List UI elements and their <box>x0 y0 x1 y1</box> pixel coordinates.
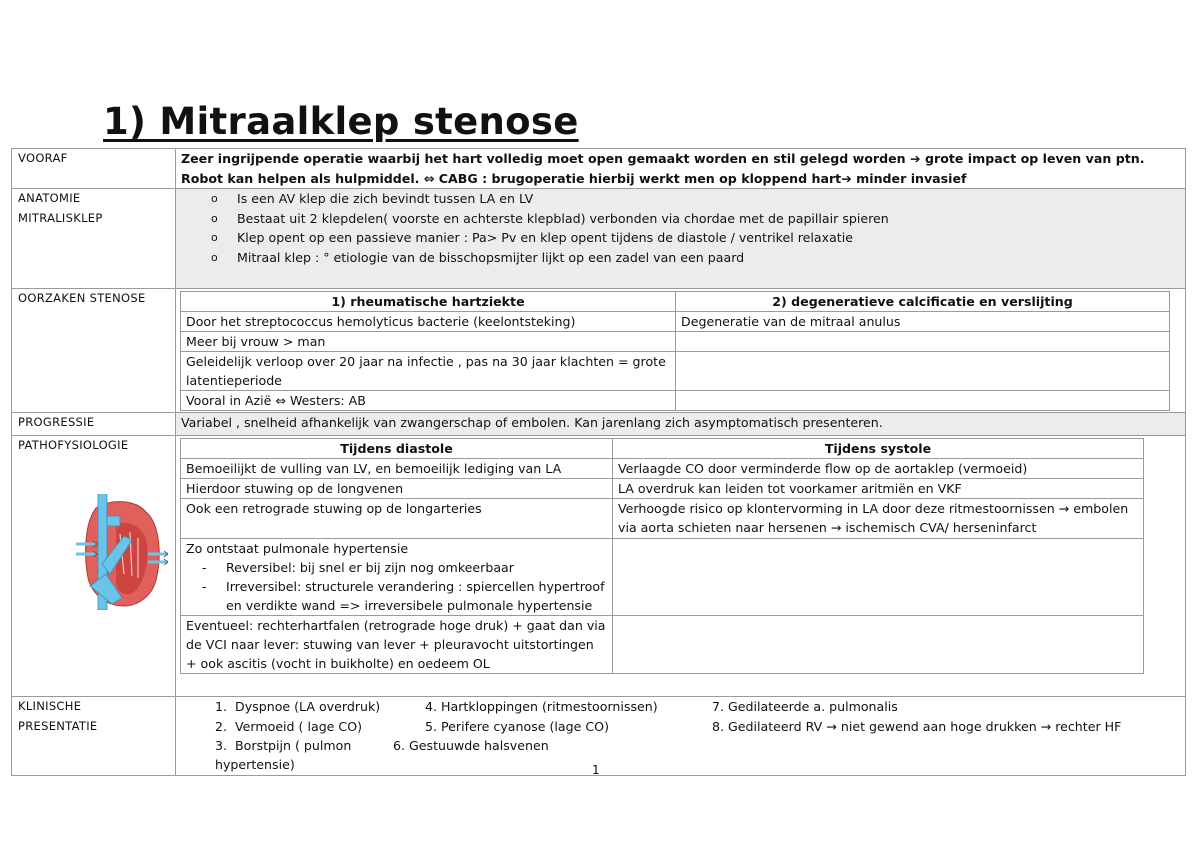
table-cell: Degeneratie van de mitraal anulus <box>676 312 1170 332</box>
list-item: - Reversibel: bij snel er bij zijn nog omkeerbaar <box>198 558 607 577</box>
vooraf-part-b: grote impact op leven van ptn. Robot kan helpen als hulpmiddel. <box>181 151 1145 186</box>
table-row <box>181 352 1170 391</box>
table-cell <box>613 616 1144 674</box>
list-text: Vermoeid ( lage CO) <box>235 718 363 734</box>
page-number: 1 <box>592 763 600 777</box>
label-vooraf: VOORAF <box>12 149 176 189</box>
equivalence-icon: ⇔ <box>423 170 435 186</box>
vooraf-part-c: CABG : brugoperatie hierbij werkt men op kloppend hart <box>434 170 842 186</box>
column-header: Tijdens systole <box>613 439 1144 459</box>
table-row <box>181 539 1144 616</box>
label-klinische <box>12 697 176 776</box>
page-title: 1) Mitraalklep stenose <box>103 100 579 143</box>
pulmonary-hypertension-list <box>186 558 607 615</box>
list-item: 8. Gedilateerd RV → niet gewend aan hoge drukken → rechter HF <box>712 718 1122 734</box>
list-item: 7. Gedilateerde a. pulmonalis <box>712 699 898 715</box>
row-anatomie <box>12 189 1186 289</box>
label-klinische-line1: KLINISCHE <box>18 699 82 714</box>
list-number: 2. <box>215 718 228 734</box>
table-row <box>181 439 1144 459</box>
pulmonary-hypertension-title: Zo ontstaat pulmonale hypertensie <box>186 541 409 557</box>
list-item: 5. Perifere cyanose (lage CO) <box>425 718 610 734</box>
list-item <box>215 717 425 736</box>
heart-illustration-wrap <box>18 436 175 696</box>
row-vooraf <box>12 149 1186 189</box>
table-cell: Verhoogde risico op klontervorming in LA door deze ritmestoornissen → embolen via aorta schieten naar hersenen → ischemisch CVA/ herseninfarct <box>613 499 1144 539</box>
symptom-column-2 <box>393 697 712 775</box>
vooraf-part-d: minder invasief <box>851 170 967 186</box>
list-item: o Bestaat uit 2 klepdelen( voorste en achterste klepblad) verbonden via chordae met de papillair spieren <box>211 209 1180 229</box>
list-number: 3. <box>215 738 228 753</box>
oorzaken-table <box>180 291 1170 411</box>
pathofysiologie-content <box>176 436 1186 697</box>
table-cell: Verlaagde CO door verminderde flow op de aortaklep (vermoeid) <box>613 459 1144 479</box>
table-row <box>181 292 1170 312</box>
label-progressie: PROGRESSIE <box>12 413 176 436</box>
table-row <box>181 499 1144 539</box>
table-row <box>181 391 1170 411</box>
arrow-icon: ➔ <box>841 170 852 186</box>
label-klinische-line2: PRESENTATIE <box>18 718 98 733</box>
oorzaken-content <box>176 289 1186 413</box>
anatomie-content <box>176 189 1186 289</box>
pathofysiologie-table <box>180 438 1144 674</box>
label-anatomie <box>12 189 176 289</box>
label-oorzaken: OORZAKEN STENOSE <box>12 289 176 413</box>
label-pathofysiologie <box>12 436 176 697</box>
table-row <box>181 459 1144 479</box>
list-item: 6. Gestuuwde halsvenen <box>393 738 549 753</box>
table-cell <box>613 539 1144 616</box>
list-item: o Is een AV klep die zich bevindt tussen LA en LV <box>211 189 1180 209</box>
table-cell: Bemoeilijkt de vulling van LV, en bemoeilijk lediging van LA <box>181 459 613 479</box>
row-progressie <box>12 413 1186 436</box>
list-item: o Mitraal klep : ° etiologie van de bisschopsmijter lijkt op een zadel van een paard <box>211 248 1180 268</box>
column-header: Tijdens diastole <box>181 439 613 459</box>
anatomie-list <box>181 189 1180 267</box>
summary-table <box>11 148 1186 776</box>
symptom-column-3 <box>712 697 1180 775</box>
list-number: 1. <box>215 699 228 715</box>
symptom-grid <box>181 697 1180 775</box>
klinische-content <box>176 697 1186 776</box>
table-cell: Eventueel: rechterhartfalen (retrograde hoge druk) + gaat dan via de VCI naar lever: stuwing van lever + pleuravocht uitstortingen + ook ascitis (vocht in buikholte) en oedeem OL <box>181 616 613 674</box>
table-cell <box>676 332 1170 352</box>
vooraf-text <box>176 149 1186 189</box>
table-cell: Ook een retrograde stuwing op de longarteries <box>181 499 613 539</box>
progressie-text: Variabel , snelheid afhankelijk van zwangerschap of embolen. Kan jarenlang zich asymptomatisch presenteren. <box>176 413 1186 436</box>
label-anatomie-line2: MITRALISKLEP <box>18 210 103 225</box>
table-cell: Vooral in Azië ⇔ Westers: AB <box>181 391 676 411</box>
table-cell: LA overdruk kan leiden tot voorkamer aritmiën en VKF <box>613 479 1144 499</box>
table-cell <box>181 539 613 616</box>
row-oorzaken <box>12 289 1186 413</box>
table-cell <box>676 391 1170 411</box>
list-item <box>215 697 425 716</box>
vooraf-part-a: Zeer ingrijpende operatie waarbij het hart volledig moet open gemaakt worden en stil gelegd worden <box>181 151 911 166</box>
table-cell: Door het streptococcus hemolyticus bacterie (keelontsteking) <box>181 312 676 332</box>
column-header: 1) rheumatische hartziekte <box>181 292 676 312</box>
table-row <box>181 479 1144 499</box>
column-header: 2) degeneratieve calcificatie en verslijting <box>676 292 1170 312</box>
label-anatomie-line1: ANATOMIE <box>18 191 81 206</box>
label-pathofysiologie-text: PATHOFYSIOLOGIE <box>18 438 129 453</box>
heart-diagram-icon <box>76 494 168 610</box>
list-item: - Irreversibel: structurele verandering : spiercellen hypertroof en verdikte wand => irreversibele pulmonale hypertensie <box>198 577 607 615</box>
table-row <box>181 616 1144 674</box>
table-cell: Geleidelijk verloop over 20 jaar na infectie , pas na 30 jaar klachten = grote latentieperiode <box>181 352 676 391</box>
list-item: 4. Hartkloppingen (ritmestoornissen) <box>425 699 658 715</box>
table-cell <box>676 352 1170 391</box>
table-cell: Hierdoor stuwing op de longvenen <box>181 479 613 499</box>
list-text: Borstpijn ( pulmon hypertensie) <box>215 738 352 773</box>
table-row <box>181 332 1170 352</box>
list-text: Dyspnoe (LA overdruk) <box>235 699 381 715</box>
table-cell: Meer bij vrouw > man <box>181 332 676 352</box>
list-item: o Klep opent op een passieve manier : Pa> Pv en klep opent tijdens de diastole / ventrikel relaxatie <box>211 228 1180 248</box>
row-pathofysiologie <box>12 436 1186 697</box>
arrow-icon: ➔ <box>910 151 921 166</box>
table-row <box>181 312 1170 332</box>
